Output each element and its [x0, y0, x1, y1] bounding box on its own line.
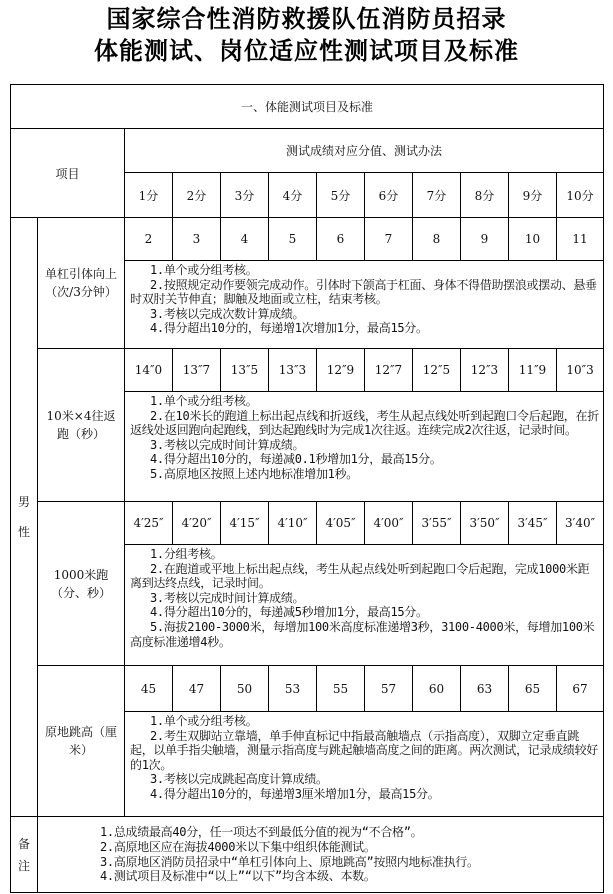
standard-value-cell: 50	[221, 666, 269, 712]
score-header-cell: 9分	[509, 173, 557, 218]
standard-value-cell: 4′10″	[269, 502, 317, 545]
score-header-cell: 6分	[365, 173, 413, 218]
test-method-notes	[125, 545, 604, 666]
remarks-label: 备 注	[11, 817, 38, 893]
standard-value-cell: 63	[461, 666, 509, 712]
score-header-cell: 3分	[221, 173, 269, 218]
item-header: 项目	[11, 129, 125, 218]
test-method-notes	[125, 392, 604, 502]
standard-value-cell: 12″5	[413, 349, 461, 392]
standard-value-cell: 12″9	[317, 349, 365, 392]
standard-value-cell: 7	[365, 218, 413, 261]
standard-value-cell: 4	[221, 218, 269, 261]
standard-value-cell: 57	[365, 666, 413, 712]
standard-value-cell: 67	[557, 666, 604, 712]
standard-value-cell: 60	[413, 666, 461, 712]
remark-line: 2.高原地区应在海拔4000米以下集中组织体能测试。	[100, 839, 376, 854]
standard-value-cell: 14″0	[125, 349, 173, 392]
test-method-note: 3.考核以完成跳起高度计算成绩。	[150, 772, 328, 787]
test-method-note: 1.单个或分组考核。	[150, 263, 258, 277]
standard-value-cell: 12″3	[461, 349, 509, 392]
test-method-note: 4.得分超出10分的，每递减0.1秒增加1分，最高15分。	[150, 452, 442, 467]
standard-value-cell: 11	[557, 218, 604, 261]
remarks-content	[38, 817, 604, 893]
standard-value-cell: 10	[509, 218, 557, 261]
standard-value-cell: 9	[461, 218, 509, 261]
standard-value-cell: 2	[125, 218, 173, 261]
score-header-cell: 5分	[317, 173, 365, 218]
standard-value-cell: 12″7	[365, 349, 413, 392]
page-title-line-2: 体能测试、岗位适应性测试项目及标准	[94, 37, 519, 65]
standard-value-cell: 55	[317, 666, 365, 712]
standard-value-cell: 4′05″	[317, 502, 365, 545]
remark-line: 3.高原地区消防员招录中“单杠引体向上、原地跳高”按照内地标准执行。	[100, 854, 479, 869]
test-method-note: 2.按照规定动作要领完成动作。引体时下颌高于杠面、身体不得借助摆浪或摆动、悬垂时双肘关节伸直；脚触及地面或立柱，结束考核。	[130, 277, 597, 307]
test-method-note: 1.单个或分组考核。	[150, 714, 258, 728]
test-method-note: 1.分组考核。	[150, 547, 223, 561]
test-method-note: 5.海拔2100-3000米，每增加100米高度标准递增3秒，3100-4000米，每增加100米高度标准递增4秒。	[130, 619, 595, 649]
remark-line: 1.总成绩最高40分，任一项达不到最低分值的视为“不合格”。	[100, 825, 423, 840]
standard-value-cell: 13″3	[269, 349, 317, 392]
standard-value-cell: 3′55″	[413, 502, 461, 545]
standard-value-cell: 53	[269, 666, 317, 712]
test-item-name: 原地跳高（厘米）	[38, 666, 125, 817]
standard-value-cell: 65	[509, 666, 557, 712]
test-method-note: 5.高原地区按照上述内地标准增加1秒。	[150, 466, 358, 481]
standard-value-cell: 47	[173, 666, 221, 712]
score-header-cell: 1分	[125, 173, 173, 218]
test-item-name: 1000米跑（分、秒）	[38, 502, 125, 666]
method-header: 测试成绩对应分值、测试办法	[125, 129, 604, 173]
standard-value-cell: 3′45″	[509, 502, 557, 545]
test-method-note: 4.得分超出10分的，每递减5秒增加1分，最高15分。	[150, 605, 428, 620]
page-title-line-1: 国家综合性消防救援队伍消防员招录	[106, 5, 507, 33]
standard-value-cell: 3	[173, 218, 221, 261]
test-method-note: 2.在10米长的跑道上标出起点线和折返线，考生从起点线处听到起跑口令后起跑，在折返线处返回跑向起跑线，到达起跑线时为完成1次往返。连续完成2次往返，记录时间。	[130, 408, 599, 438]
test-method-note: 4.得分超出10分的，每递增3厘米增加1分，最高15分。	[150, 786, 440, 801]
standard-value-cell: 3′40″	[557, 502, 604, 545]
gender-label: 男 性	[11, 218, 38, 817]
test-item-name: 单杠引体向上（次/3分钟）	[38, 218, 125, 349]
test-method-note: 2.在跑道或平地上标出起点线，考生从起点线处听到起跑口令后起跑，完成1000米距离到达终点线，记录时间。	[130, 561, 590, 591]
score-header-cell: 7分	[413, 173, 461, 218]
standards-table	[10, 84, 604, 893]
standard-value-cell: 13″5	[221, 349, 269, 392]
test-method-note: 3.考核以完成时间计算成绩。	[150, 590, 305, 605]
test-method-note: 3.考核以完成时间计算成绩。	[150, 437, 305, 452]
standard-value-cell: 5	[269, 218, 317, 261]
standard-value-cell: 4′20″	[173, 502, 221, 545]
test-method-note: 1.单个或分组考核。	[150, 394, 258, 408]
standard-value-cell: 4′15″	[221, 502, 269, 545]
score-header-cell: 10分	[557, 173, 604, 218]
standard-value-cell: 10″3	[557, 349, 604, 392]
standard-value-cell: 45	[125, 666, 173, 712]
score-header-cell: 4分	[269, 173, 317, 218]
score-header-cell: 2分	[173, 173, 221, 218]
section-title: 一、体能测试项目及标准	[11, 85, 604, 129]
standard-value-cell: 8	[413, 218, 461, 261]
test-item-name: 10米×4往返跑（秒）	[38, 349, 125, 502]
standard-value-cell: 4′00″	[365, 502, 413, 545]
test-method-note: 3.考核以完成次数计算成绩。	[150, 306, 305, 321]
test-method-notes	[125, 712, 604, 817]
score-header-cell: 8分	[461, 173, 509, 218]
standard-value-cell: 3′50″	[461, 502, 509, 545]
test-method-note: 4.得分超出10分的，每递增1次增加1分，最高15分。	[150, 321, 428, 336]
remark-line: 4.测试项目及标准中“以上”“以下”均含本级、本数。	[100, 869, 376, 884]
standard-value-cell: 11″9	[509, 349, 557, 392]
test-method-notes	[125, 261, 604, 349]
standard-value-cell: 4′25″	[125, 502, 173, 545]
test-method-note: 2.考生双脚站立靠墙，单手伸直标记中指最高触墙点（示指高度），双脚立定垂直跳起，以单手指尖触墙，测量示指高度与跳起触墙高度之间的距离。两次测试，记录成绩较好的1次。	[130, 728, 599, 772]
standard-value-cell: 6	[317, 218, 365, 261]
standard-value-cell: 13″7	[173, 349, 221, 392]
